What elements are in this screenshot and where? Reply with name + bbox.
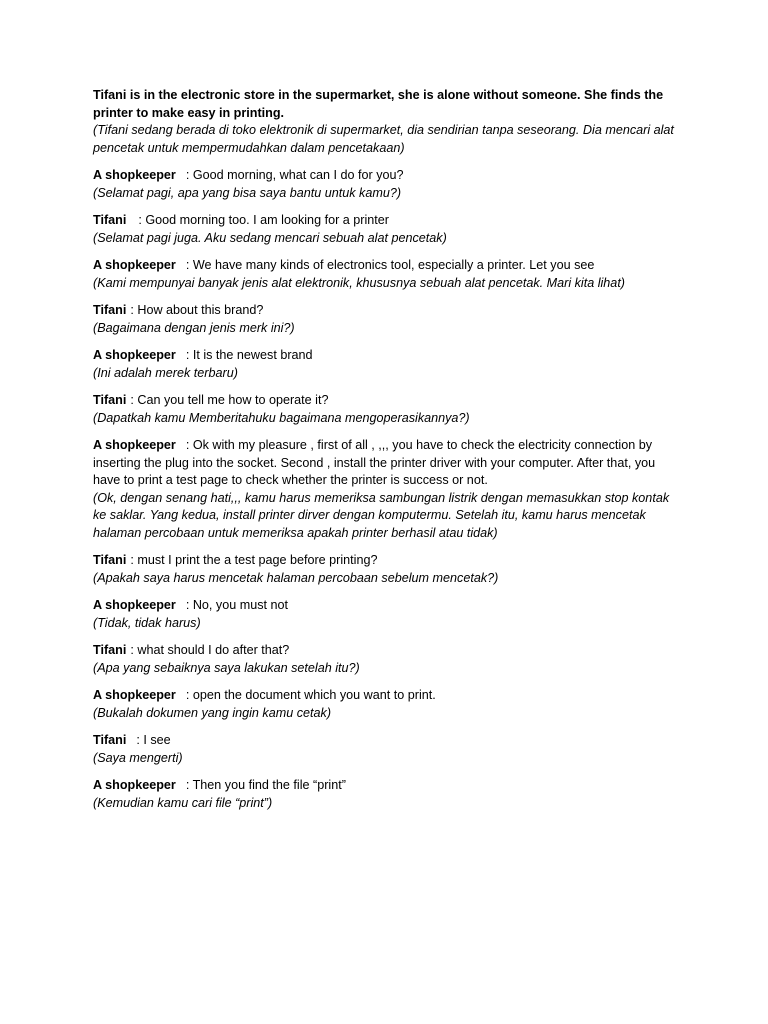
dialogue-entry <box>93 642 675 677</box>
dialogue-translation: (Dapatkah kamu Memberitahuku bagaimana mengoperasikannya?) <box>93 410 470 425</box>
dialogue-entry <box>93 167 675 202</box>
dialogue-translation: (Selamat pagi juga. Aku sedang mencari sebuah alat pencetak) <box>93 230 447 245</box>
dialogue-line <box>93 437 675 490</box>
speaker-name: Tifani <box>93 213 127 227</box>
speaker-name: Tifani <box>93 393 127 407</box>
speaker-name: Tifani <box>93 303 127 317</box>
dialogue-line <box>93 687 675 705</box>
spoken-text: : Ok with my pleasure , first of all , ,,, you have to check the electricity connection by inserting the plug into the socket. Second , install the printer driver with your computer. After that, you have to print a test page to check whether the printer is success or not. <box>93 438 656 487</box>
dialogue-entry <box>93 347 675 382</box>
speaker-name: Tifani <box>93 643 127 657</box>
dialogue-entry <box>93 437 675 542</box>
spoken-text: : must I print the a test page before printing? <box>130 553 378 567</box>
speaker-name: Tifani <box>93 553 127 567</box>
dialogue-line <box>93 212 675 230</box>
dialogue-translation: (Apakah saya harus mencetak halaman percobaan sebelum mencetak?) <box>93 570 499 585</box>
intro-text: Tifani is in the electronic store in the supermarket, she is alone without someone. She finds the printer to make easy in printing. <box>93 88 664 120</box>
dialogue-entry <box>93 687 675 722</box>
dialogue-entry <box>93 777 675 812</box>
dialogue-entry <box>93 302 675 337</box>
spoken-text: : Then you find the file “print” <box>185 778 346 792</box>
speaker-name: A shopkeeper <box>93 778 176 792</box>
speaker-name: A shopkeeper <box>93 258 176 272</box>
dialogue-translation: (Ok, dengan senang hati,,, kamu harus memeriksa sambungan listrik dengan memasukkan stop kontak ke saklar. Yang kedua, install printer dirver dengan komputermu. Setelah itu, kamu harus mencetak halaman percobaan untuk memeriksa apakah printer berhasil atau tidak) <box>93 490 670 540</box>
speaker-name: A shopkeeper <box>93 438 176 452</box>
dialogue-translation: (Bagaimana dengan jenis merk ini?) <box>93 320 295 335</box>
dialogue-entry <box>93 732 675 767</box>
dialogue-entry <box>93 597 675 632</box>
dialogue-entry <box>93 257 675 292</box>
spoken-text: : How about this brand? <box>130 303 264 317</box>
dialogue-line <box>93 597 675 615</box>
speaker-name: A shopkeeper <box>93 348 176 362</box>
dialogue-line <box>93 777 675 795</box>
dialogue-translation: (Kami mempunyai banyak jenis alat elektronik, khususnya sebuah alat pencetak. Mari kita lihat) <box>93 275 626 290</box>
spoken-text: : Can you tell me how to operate it? <box>130 393 329 407</box>
spoken-text: : what should I do after that? <box>130 643 290 657</box>
spoken-text: : We have many kinds of electronics tool, especially a printer. Let you see <box>185 258 595 272</box>
spoken-text: : No, you must not <box>185 598 289 612</box>
speaker-name: A shopkeeper <box>93 598 176 612</box>
document-page <box>93 87 675 822</box>
dialogue-translation: (Bukalah dokumen yang ingin kamu cetak) <box>93 705 332 720</box>
dialogue-entry <box>93 552 675 587</box>
dialogue-translation: (Saya mengerti) <box>93 750 183 765</box>
dialogue-translation: (Tidak, tidak harus) <box>93 615 201 630</box>
dialogue-line <box>93 732 675 750</box>
dialogue-entry <box>93 212 675 247</box>
spoken-text: : It is the newest brand <box>185 348 313 362</box>
spoken-text: : open the document which you want to print. <box>185 688 436 702</box>
dialogue-line <box>93 257 675 275</box>
dialogue-translation: (Apa yang sebaiknya saya lakukan setelah itu?) <box>93 660 360 675</box>
spoken-text: : Good morning, what can I do for you? <box>185 168 404 182</box>
dialogue-translation: (Selamat pagi, apa yang bisa saya bantu untuk kamu?) <box>93 185 402 200</box>
speaker-name: A shopkeeper <box>93 688 176 702</box>
intro-translation: (Tifani sedang berada di toko elektronik di supermarket, dia sendirian tanpa seseorang. Dia mencari alat pencetak untuk mempermudahkan dalam pencetakaan) <box>93 123 674 155</box>
dialogue-entry <box>93 392 675 427</box>
spoken-text: : I see <box>136 733 171 747</box>
dialogue-translation: (Kemudian kamu cari file “print”) <box>93 795 273 810</box>
dialogue-line <box>93 552 675 570</box>
intro-paragraph <box>93 87 675 157</box>
dialogue-line <box>93 302 675 320</box>
dialogue-line <box>93 347 675 365</box>
dialogue-line <box>93 167 675 185</box>
dialogue-translation: (Ini adalah merek terbaru) <box>93 365 238 380</box>
speaker-name: Tifani <box>93 733 127 747</box>
spoken-text: : Good morning too. I am looking for a printer <box>138 213 389 227</box>
dialogue-line <box>93 642 675 660</box>
dialogue-line <box>93 392 675 410</box>
speaker-name: A shopkeeper <box>93 168 176 182</box>
